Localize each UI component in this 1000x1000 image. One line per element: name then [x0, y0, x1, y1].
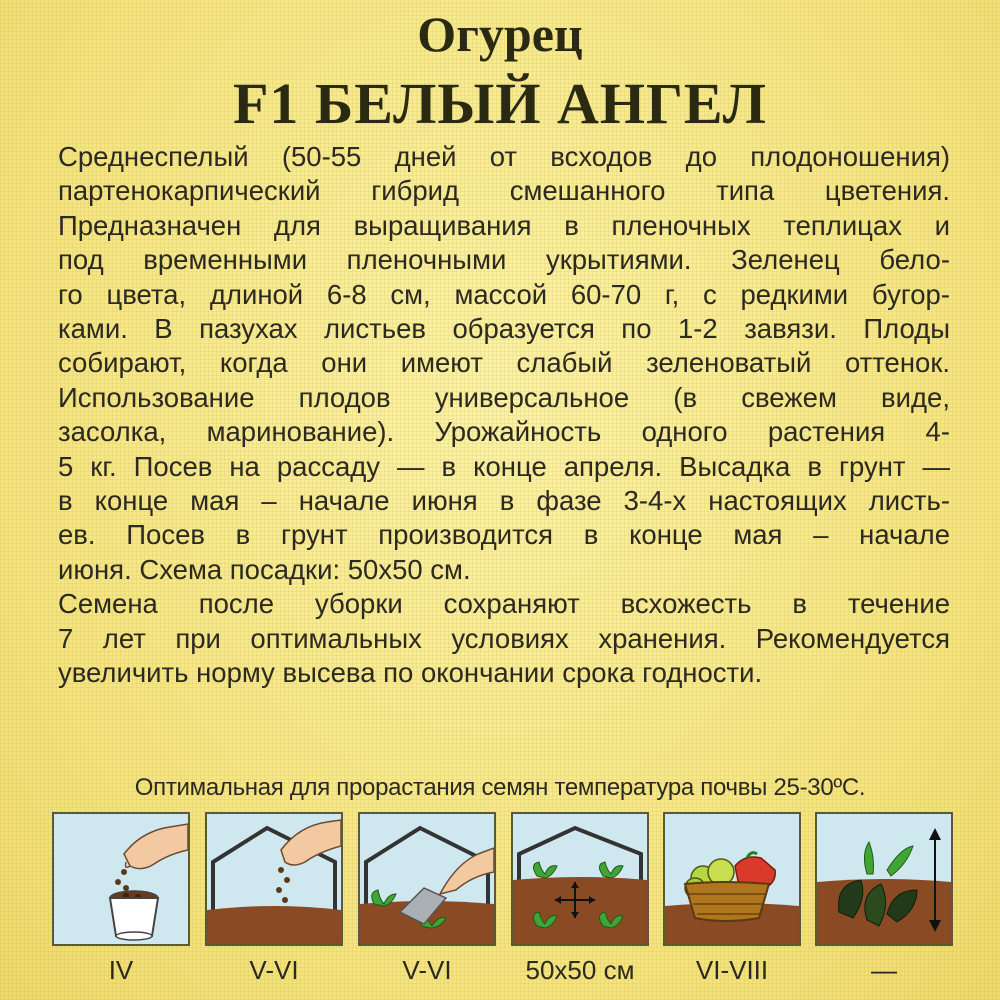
sowing-in-greenhouse-icon [205, 812, 343, 946]
description-line: под временными пленочными укрытиями. Зеленец бело- [58, 244, 950, 276]
step-label: — [871, 955, 897, 985]
transplanting-seedlings-icon [358, 812, 496, 946]
step-label: V-VI [402, 955, 452, 985]
description-line: ками. В пазухах листьев образуется по 1-2 завязи. Плоды [58, 313, 950, 345]
description-text [58, 140, 950, 691]
description-line: 5 кг. Посев на рассаду — в конце апреля. Высадка в грунт — [58, 450, 950, 482]
description-line: партенокарпический гибрид смешанного типа цветения. [58, 175, 950, 207]
description-line: Использование плодов универсальное (в свежем виде, [58, 381, 950, 413]
description-line: засолка, маринование). Урожайность одного растения 4- [58, 416, 950, 448]
description-line: Предназначен для выращивания в пленочных теплицах и [58, 209, 950, 241]
description-line: го цвета, длиной 6-8 см, массой 60-70 г, с редкими бугор- [58, 278, 950, 310]
product-type-title: Огурец [417, 6, 583, 62]
step-label: V-VI [249, 955, 299, 985]
description-line: в конце мая – начале июня в фазе 3-4-х настоящих листь- [58, 485, 950, 517]
step-label: 50х50 см [525, 955, 635, 985]
description-line: Среднеспелый (50-55 дней от всходов до плодоношения) [58, 141, 950, 172]
step-label: IV [108, 955, 134, 985]
planting-scheme-icon [511, 812, 649, 946]
soil-temperature-note: Оптимальная для прорастания семян температура почвы 25-30ºС. [134, 774, 866, 801]
description-line: Семена после уборки сохраняют всхожесть в течение [58, 588, 950, 620]
step-label: VI-VIII [695, 955, 769, 985]
plant-height-icon [815, 812, 953, 946]
description-line: увеличить норму высева по окончании срока годности. [58, 657, 763, 689]
description-line: 7 лет при оптимальных условиях хранения. Рекомендуется [58, 622, 950, 654]
description-line: ев. Посев в грунт производится в конце мая – начале [58, 519, 950, 551]
variety-name-title: F1 БЕЛЫЙ АНГЕЛ [232, 71, 768, 136]
harvest-basket-icon [663, 812, 801, 946]
description-line: июня. Схема посадки: 50х50 см. [58, 553, 471, 585]
sowing-in-pot-icon [52, 812, 190, 946]
description-line: собирают, когда они имеют слабый зеленоватый оттенок. [58, 347, 950, 379]
